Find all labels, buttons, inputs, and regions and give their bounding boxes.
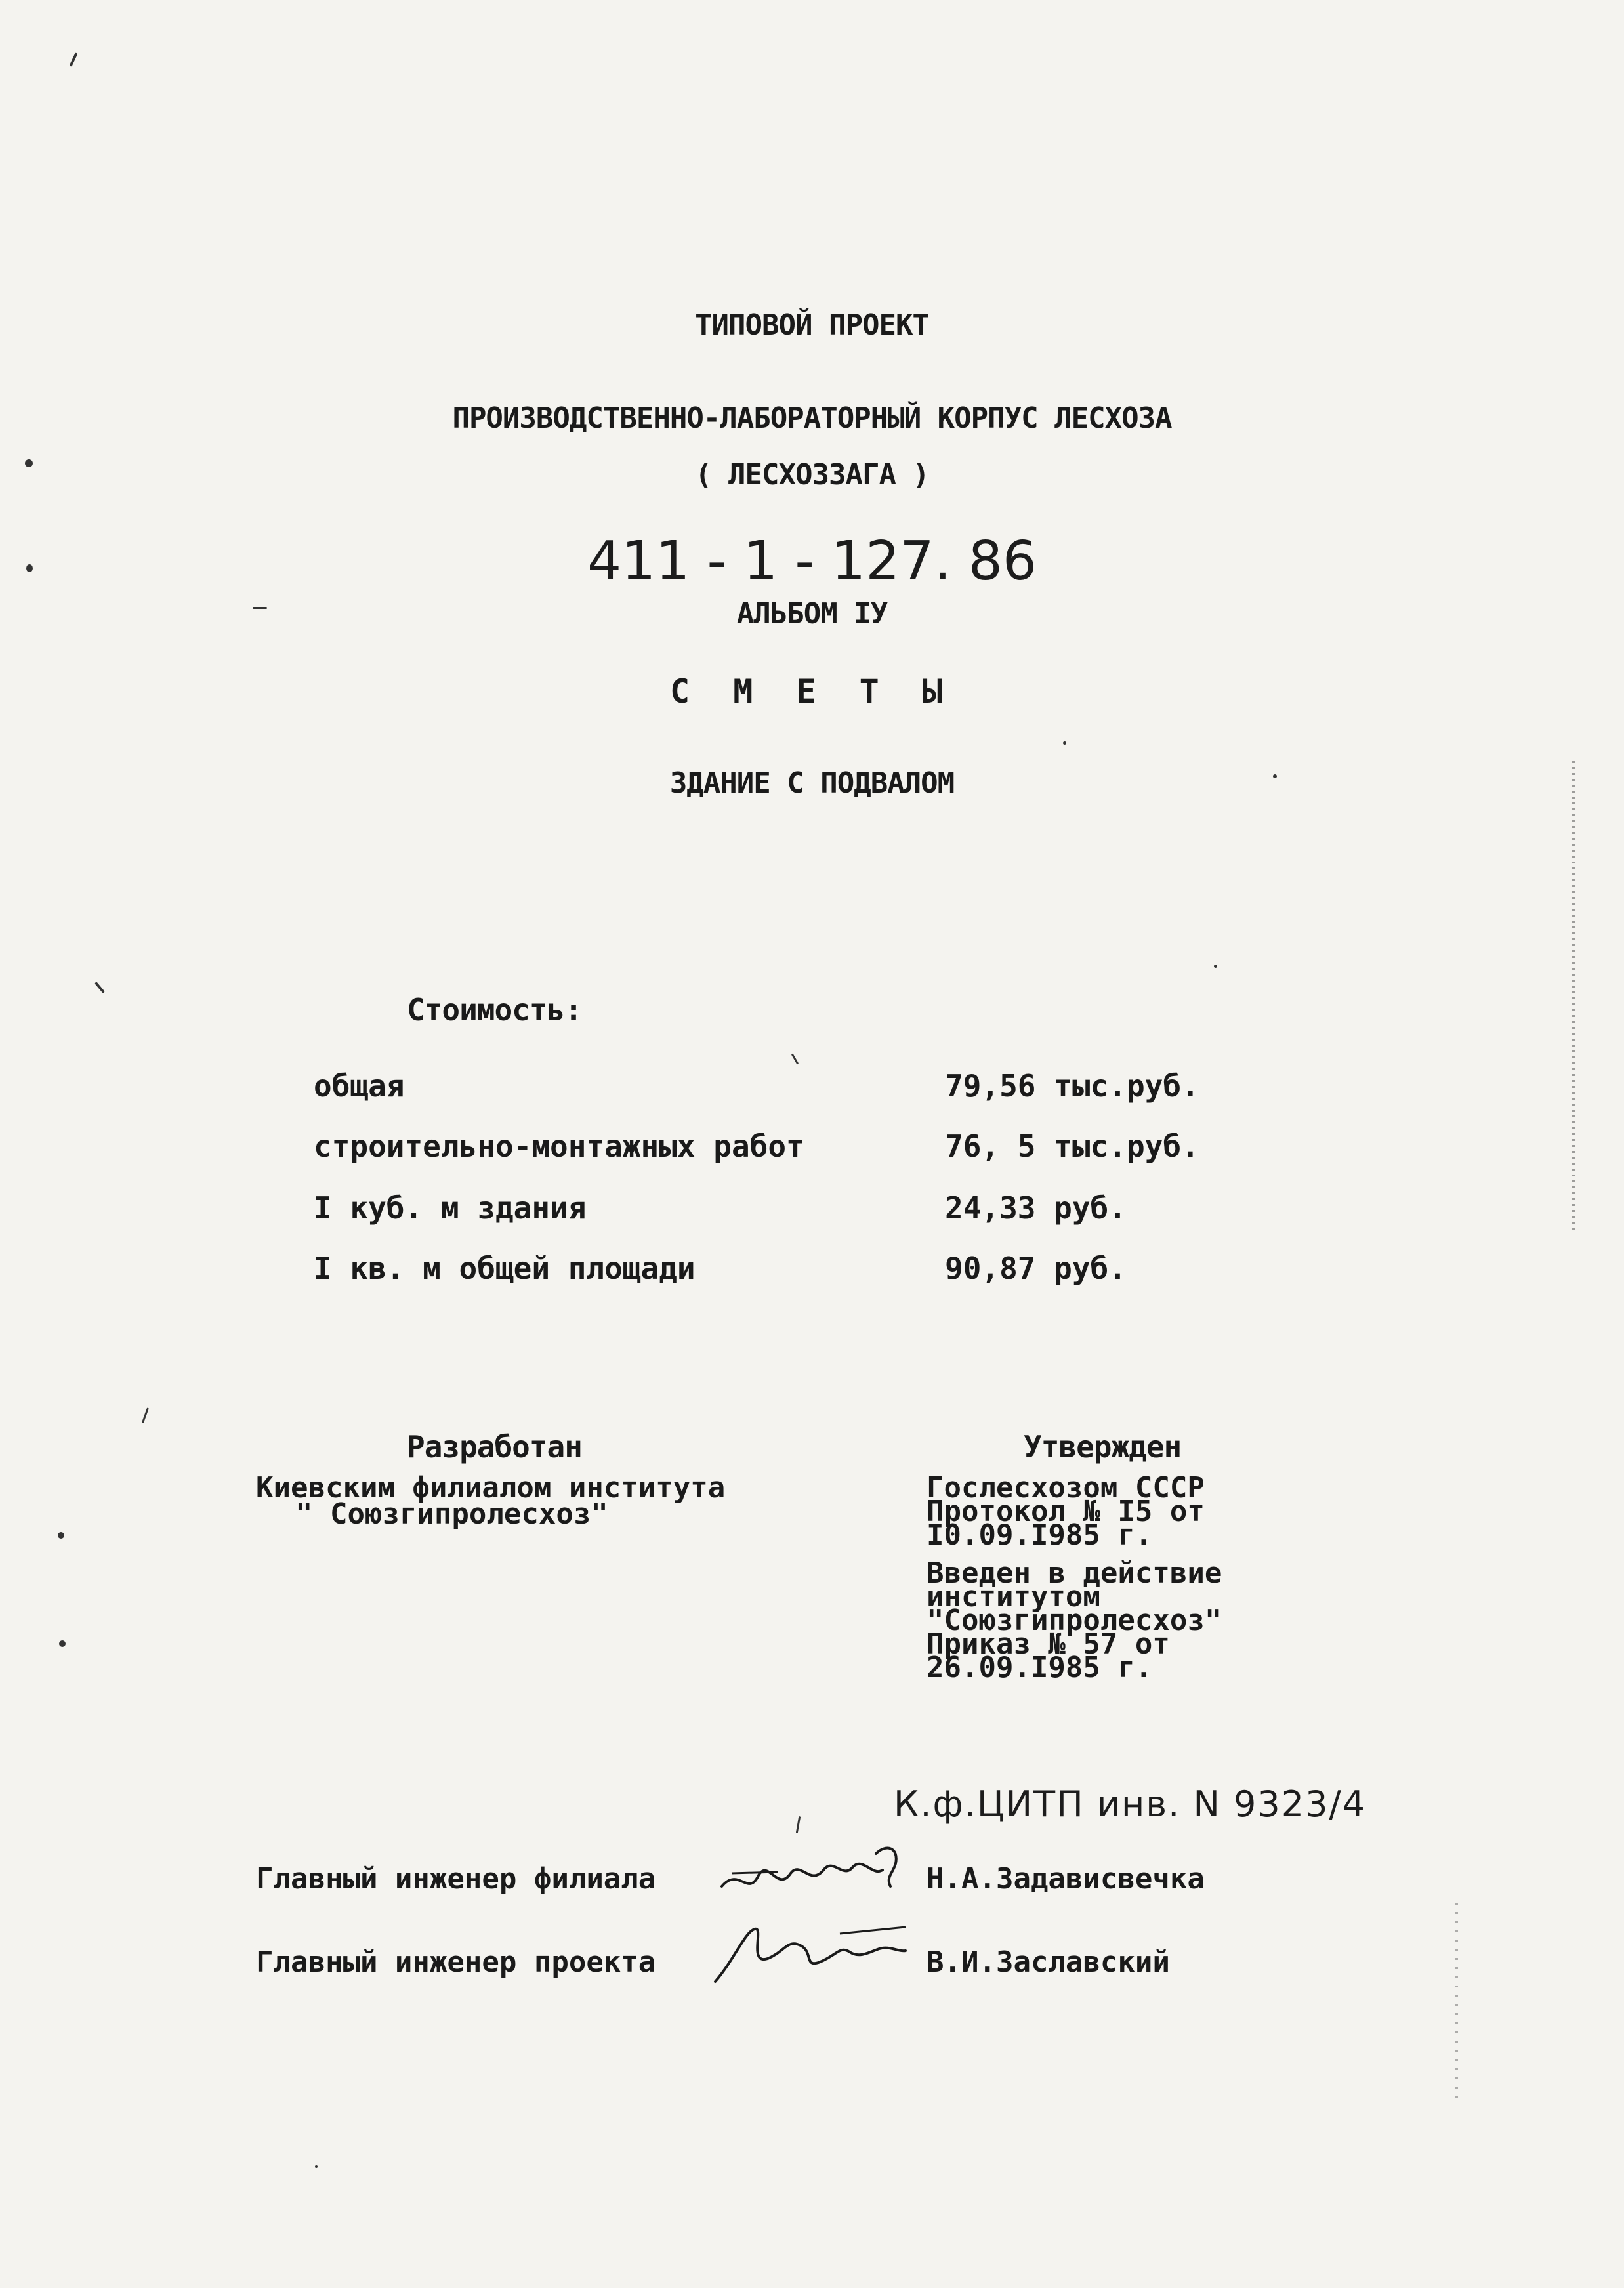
cost-heading: Стоимость:	[407, 992, 582, 1028]
signature-name: В.И.Заславский	[927, 1945, 1170, 1979]
project-title-sub: ( ЛЕСХОЗЗАГА )	[695, 458, 929, 491]
album-label: АЛЬБОМ IУ	[736, 597, 888, 631]
developed-heading: Разработан	[407, 1429, 582, 1465]
approved-line: 26.09.I985 г.	[927, 1651, 1153, 1684]
cost-label: I куб. м здания	[314, 1190, 587, 1226]
scan-mark	[94, 982, 105, 993]
section-subtitle: ЗДАНИЕ С ПОДВАЛОМ	[669, 766, 955, 800]
cost-value: 79,56 тыс.руб.	[945, 1068, 1199, 1104]
scan-mark	[70, 52, 78, 67]
project-type: ТИПОВОЙ ПРОЕКТ	[695, 308, 929, 342]
scan-mark	[253, 607, 267, 609]
cost-value: 24,33 руб.	[945, 1190, 1127, 1226]
cost-value: 90,87 руб.	[945, 1251, 1127, 1286]
developed-line: Киевским филиалом института	[256, 1471, 726, 1505]
signature-name: Н.А.Задависвечка	[927, 1862, 1205, 1896]
scan-mark	[142, 1407, 149, 1423]
punch-mark	[26, 564, 33, 572]
cost-label: строительно-монтажных работ	[314, 1129, 804, 1164]
signature-scribble-icon	[718, 1841, 928, 1906]
punch-mark	[25, 459, 33, 467]
developed-line: " Союзгипролесхоз"	[295, 1497, 608, 1531]
punch-mark	[58, 1532, 64, 1539]
approved-line: Приказ № 57 от	[927, 1627, 1170, 1661]
approved-line: Введен в действие	[927, 1556, 1222, 1590]
approved-line: Гослесхозом СССР	[927, 1471, 1205, 1505]
cost-label: I кв. м общей площади	[314, 1251, 696, 1286]
signature-role: Главный инженер проекта	[256, 1945, 656, 1979]
project-number: 411 - 1 - 127. 86	[587, 530, 1037, 593]
scan-speck	[1214, 965, 1217, 968]
cost-label: общая	[314, 1068, 405, 1104]
scan-speck	[1063, 741, 1066, 745]
cost-value: 76, 5 тыс.руб.	[945, 1129, 1199, 1164]
approved-line: I0.09.I985 г.	[927, 1518, 1153, 1552]
scan-noise	[1455, 1903, 1458, 2100]
inventory-stamp: К.ф.ЦИТП инв. N 9323/4	[894, 1783, 1367, 1825]
scan-speck	[315, 2165, 318, 2168]
scan-speck	[1273, 774, 1277, 778]
scan-mark	[791, 1053, 799, 1064]
scan-mark	[796, 1816, 801, 1833]
signature-role: Главный инженер филиала	[256, 1862, 656, 1896]
approved-heading: Утвержден	[1024, 1429, 1182, 1465]
punch-mark	[59, 1640, 66, 1647]
scan-noise	[1572, 761, 1575, 1234]
signature-scribble-icon	[709, 1919, 932, 1991]
project-title: ПРОИЗВОДСТВЕННО-ЛАБОРАТОРНЫЙ КОРПУС ЛЕСХОЗА	[452, 402, 1172, 435]
approved-line: институтом	[927, 1580, 1100, 1613]
approved-line: "Союзгипролесхоз"	[927, 1604, 1222, 1637]
approved-line: Протокол № I5 от	[927, 1495, 1205, 1528]
section-title: С М Е Т Ы	[670, 673, 954, 711]
